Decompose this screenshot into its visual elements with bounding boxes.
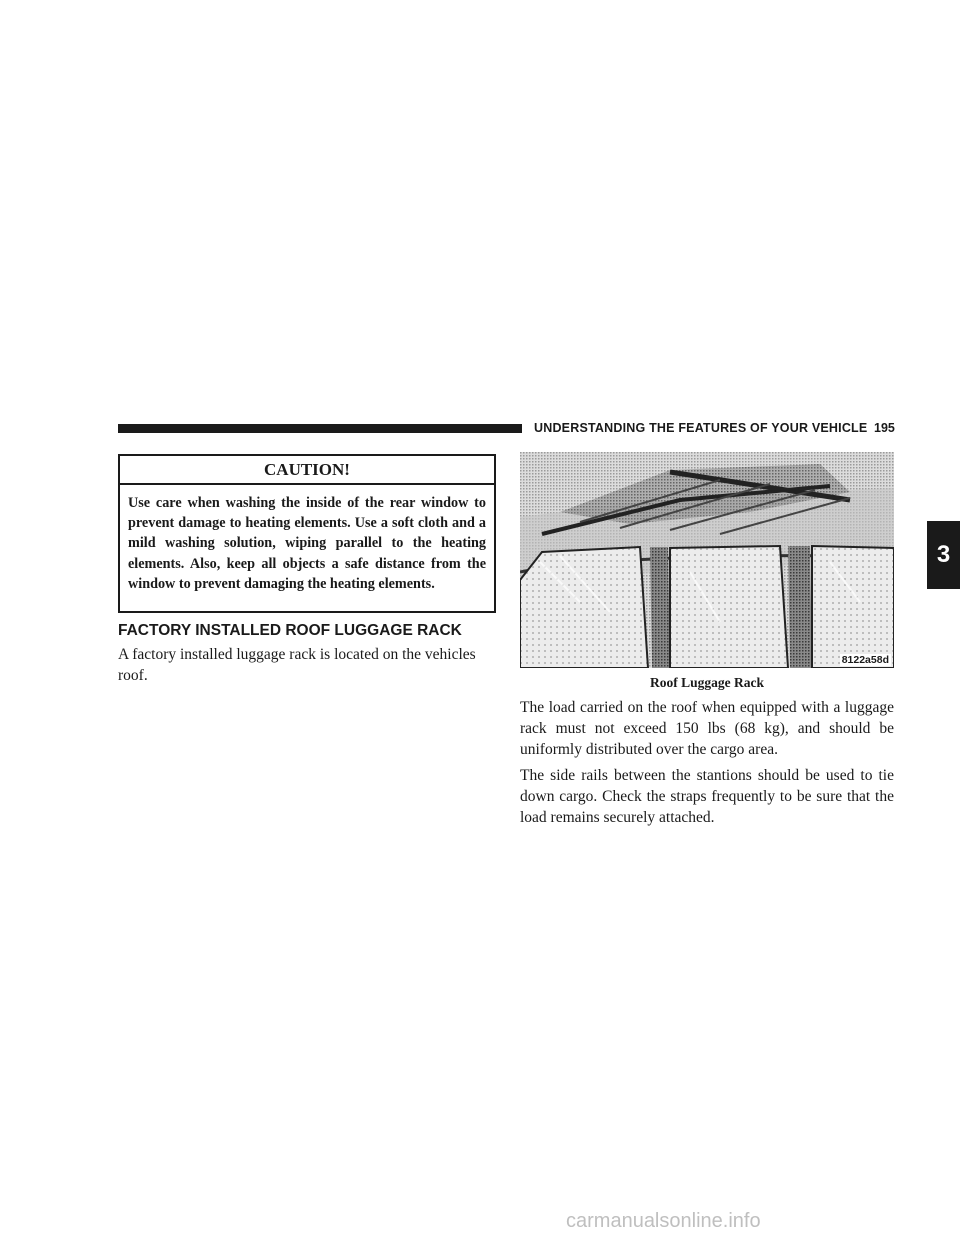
caution-title: CAUTION! xyxy=(120,456,494,485)
figure-code: 8122a58d xyxy=(841,654,889,666)
caution-body: Use care when washing the inside of the rear window to prevent damage to heating elements. Use a soft cloth and a mild washing solution, wiping parallel to the heating elements. Also, keep all objects a safe distance from the window to prevent damaging the heating elements. xyxy=(128,495,486,592)
footer-watermark: carmanualsonline.info xyxy=(566,1210,761,1232)
roof-luggage-rack-illustration xyxy=(520,452,894,668)
section-heading: FACTORY INSTALLED ROOF LUGGAGE RACK xyxy=(118,622,462,639)
chapter-tab: 3 xyxy=(927,521,960,589)
running-header-title: UNDERSTANDING THE FEATURES OF YOUR VEHICLE xyxy=(534,421,868,435)
page-number: 195 xyxy=(874,421,895,435)
section-intro: A factory installed luggage rack is located on the vehicles roof. xyxy=(118,646,476,684)
caution-box xyxy=(118,454,496,613)
load-limit-paragraph: The load carried on the roof when equipped with a luggage rack must not exceed 150 lbs (68 kg), and should be uniformly distributed over the cargo area. xyxy=(520,699,894,758)
vehicle-roof-drawing xyxy=(520,452,894,668)
figure-caption: Roof Luggage Rack xyxy=(650,675,764,690)
side-rails-paragraph: The side rails between the stantions should be used to tie down cargo. Check the straps frequently to be sure that the load remains securely attached. xyxy=(520,767,894,826)
header-rule xyxy=(118,424,522,433)
